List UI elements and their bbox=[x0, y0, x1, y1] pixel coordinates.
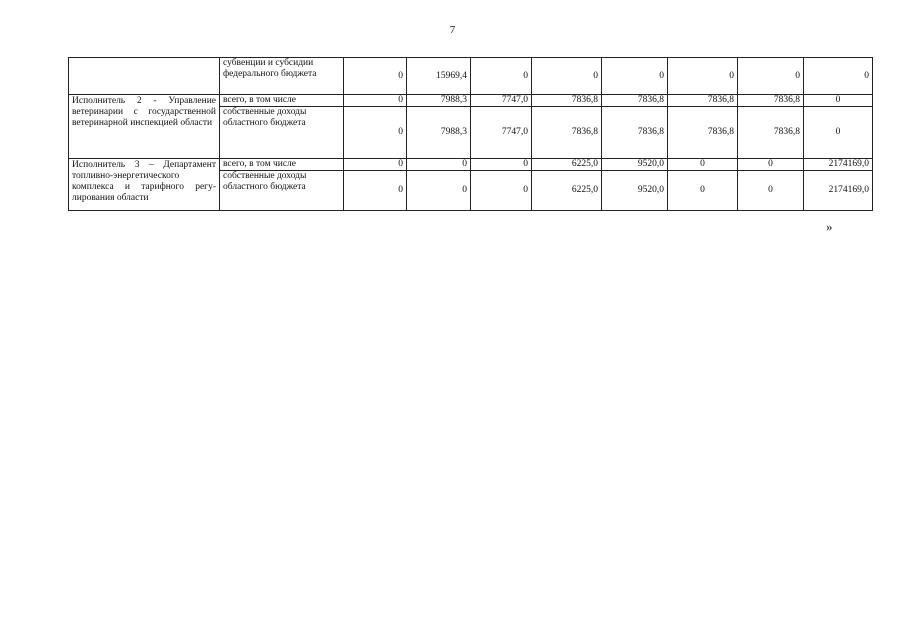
value-cell: 0 bbox=[738, 159, 804, 171]
value-cell: 0 bbox=[471, 159, 532, 171]
value-cell: 0 bbox=[668, 58, 738, 95]
value-cell: 7836,8 bbox=[532, 95, 602, 107]
value-cell: 0 bbox=[344, 58, 407, 95]
value-cell: 2174169,0 bbox=[804, 171, 873, 211]
funding-source-cell: субвенции и субсидии федерального бюджета bbox=[220, 58, 344, 95]
page-number: 7 bbox=[449, 24, 456, 36]
value-cell: 0 bbox=[344, 95, 407, 107]
table-row bbox=[69, 95, 873, 107]
value-cell: 0 bbox=[407, 159, 471, 171]
value-cell: 7747,0 bbox=[471, 95, 532, 107]
value-cell: 0 bbox=[471, 58, 532, 95]
value-cell: 7836,8 bbox=[738, 107, 804, 159]
value-cell: 0 bbox=[344, 171, 407, 211]
value-cell: 2174169,0 bbox=[804, 159, 873, 171]
value-cell: 7988,3 bbox=[407, 107, 471, 159]
table-row bbox=[69, 58, 873, 95]
value-cell: 0 bbox=[738, 171, 804, 211]
value-cell: 7836,8 bbox=[668, 107, 738, 159]
value-cell: 6225,0 bbox=[532, 171, 602, 211]
executor-cell: Исполнитель 2 - Управление ветеринарии с государственной ветеринарной инспекцией области bbox=[69, 95, 220, 159]
value-cell: 0 bbox=[804, 107, 873, 159]
value-cell: 9520,0 bbox=[602, 159, 668, 171]
funding-source-cell: всего, в том числе bbox=[220, 159, 344, 171]
closing-quote-mark: » bbox=[826, 219, 833, 234]
value-cell: 7836,8 bbox=[532, 107, 602, 159]
value-cell: 7836,8 bbox=[738, 95, 804, 107]
value-cell: 15969,4 bbox=[407, 58, 471, 95]
funding-source-cell: всего, в том числе bbox=[220, 95, 344, 107]
value-cell: 7836,8 bbox=[602, 107, 668, 159]
budget-table bbox=[68, 57, 873, 211]
executor-cell: Исполнитель 3 – Департамент топливно-энергетического комплекса и тарифного регулирования области bbox=[69, 159, 220, 211]
value-cell: 0 bbox=[804, 95, 873, 107]
value-cell: 0 bbox=[344, 107, 407, 159]
value-cell: 0 bbox=[804, 58, 873, 95]
value-cell: 9520,0 bbox=[602, 171, 668, 211]
executor-cell bbox=[69, 58, 220, 95]
value-cell: 6225,0 bbox=[532, 159, 602, 171]
table-row bbox=[69, 159, 873, 171]
funding-source-cell: собственные доходы областного бюджета bbox=[220, 171, 344, 211]
value-cell: 0 bbox=[738, 58, 804, 95]
value-cell: 7988,3 bbox=[407, 95, 471, 107]
value-cell: 7836,8 bbox=[602, 95, 668, 107]
value-cell: 0 bbox=[668, 171, 738, 211]
value-cell: 0 bbox=[344, 159, 407, 171]
value-cell: 0 bbox=[471, 171, 532, 211]
funding-source-cell: собственные доходы областного бюджета bbox=[220, 107, 344, 159]
value-cell: 0 bbox=[532, 58, 602, 95]
value-cell: 0 bbox=[668, 159, 738, 171]
value-cell: 0 bbox=[407, 171, 471, 211]
value-cell: 0 bbox=[602, 58, 668, 95]
value-cell: 7747,0 bbox=[471, 107, 532, 159]
value-cell: 7836,8 bbox=[668, 95, 738, 107]
